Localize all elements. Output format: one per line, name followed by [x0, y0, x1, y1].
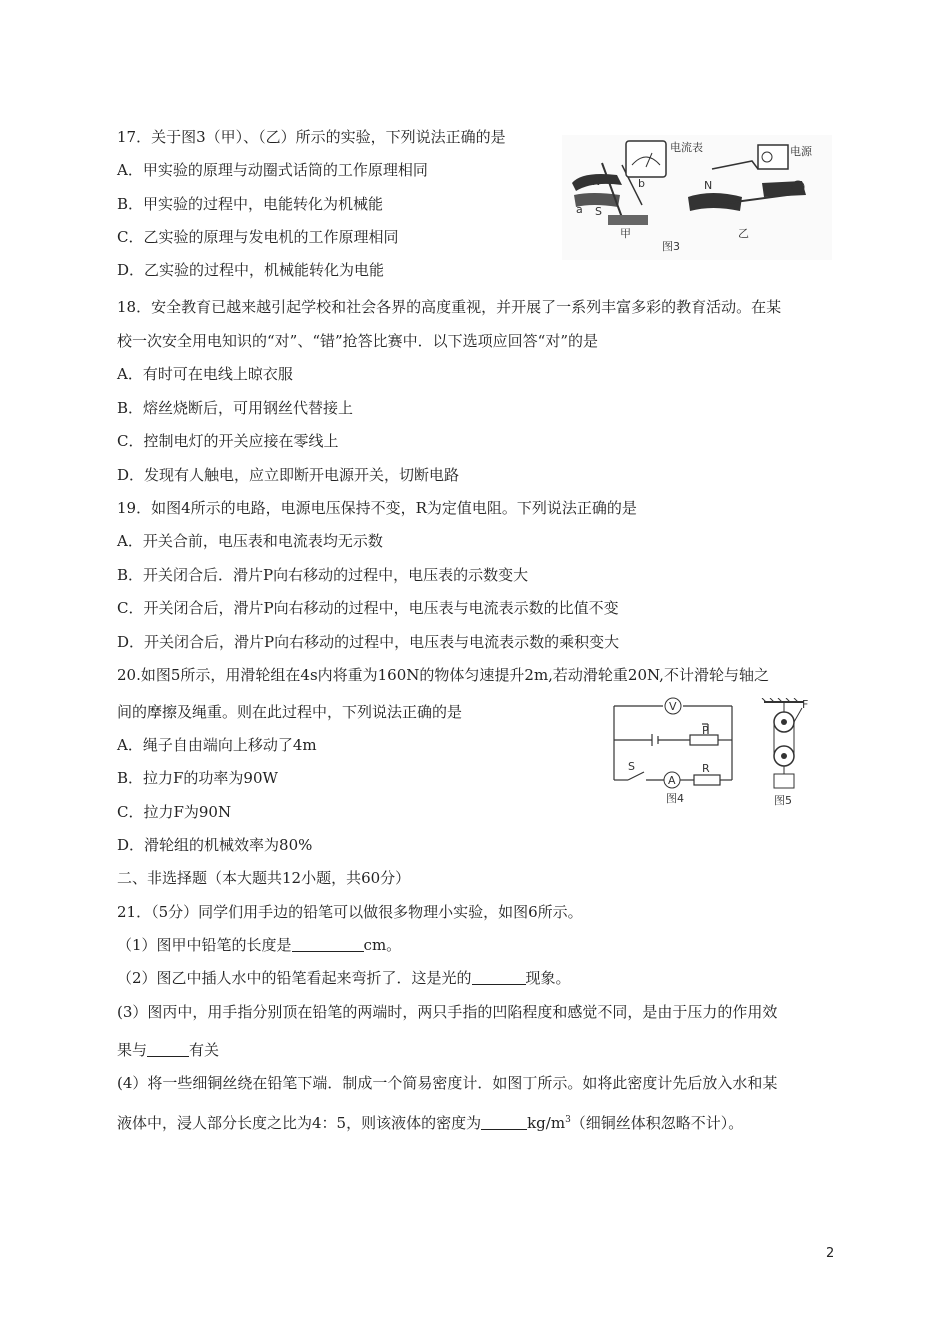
q18-stem-line1: 18．安全教育已越来越引起学校和社会各界的高度重视，并开展了一系列丰富多彩的教育活动。在某 [117, 298, 782, 316]
q21-part4-line2 [117, 1110, 743, 1133]
fig3-caption: 图3 [662, 240, 680, 253]
q19-option-d: D．开关闭合后，滑片P向右移动的过程中，电压表与电流表示数的乘积变大 [117, 633, 620, 651]
q17-stem: 17．关于图3（甲）、（乙）所示的实验，下列说法正确的是 [117, 128, 506, 146]
fig5-caption: 图5 [774, 794, 792, 807]
fig3-ammeter-label: 电流表 [670, 141, 703, 154]
q21-part1 [117, 935, 401, 955]
q21-part3-end: 有关 [189, 1041, 220, 1059]
figure-4 [608, 696, 744, 808]
q21-part3-text: 果与 [117, 1041, 148, 1059]
fig3-s-label: S [595, 205, 602, 218]
q19-option-b: B．开关闭合后．滑片P向右移动的过程中，电压表的示数变大 [117, 566, 529, 584]
q18-option-a: A．有时可在电线上晾衣服 [117, 365, 293, 383]
q20-option-a: A．绳子自由端向上移动了4m [117, 736, 317, 754]
q17-option-c: C．乙实验的原理与发电机的工作原理相同 [117, 228, 399, 246]
q18-option-c: C．控制电灯的开关应接在零线上 [117, 432, 339, 450]
q19-option-a: A．开关合前，电压表和电流表均无示数 [117, 532, 383, 550]
q19-stem: 19．如图4所示的电路，电源电压保持不变，R为定值电阻。下列说法正确的是 [117, 499, 637, 517]
fig3-a-label: a [576, 203, 583, 216]
fig5-f-label: F [802, 698, 809, 711]
q18-option-d: D．发现有人触电，应立即断开电源开关，切断电路 [117, 466, 460, 484]
page-number: 2 [826, 1246, 835, 1261]
fig4-s-label: S [628, 760, 635, 773]
q21-part2-text: （2）图乙中插人水中的铅笔看起来弯折了．这是光的 [117, 969, 472, 987]
fig3-jia-label: 甲 [620, 227, 631, 240]
q17-option-d: D．乙实验的过程中，机械能转化为电能 [117, 261, 385, 279]
q20-option-b: B．拉力F的功率为90W [117, 769, 278, 787]
q21-part3-blank[interactable] [147, 1041, 189, 1057]
fig3-b-label: b [638, 177, 645, 190]
q19-option-c: C．开关闭合后，滑片P向右移动的过程中，电压表与电流表示数的比值不变 [117, 599, 619, 617]
figure-3 [562, 135, 832, 260]
q21-stem: 21．（5分）同学们用手边的铅笔可以做很多物理小实验，如图6所示。 [117, 903, 583, 921]
q20-option-c: C．拉力F为90N [117, 803, 232, 821]
fig4-p-label: P [702, 724, 709, 737]
fig4-caption: 图4 [666, 792, 684, 805]
q18-option-b: B．熔丝烧断后，可用钢丝代替接上 [117, 399, 354, 417]
q21-part1-blank[interactable] [292, 936, 364, 952]
fig4-voltmeter-label: V [669, 700, 677, 713]
q21-part4-unit: kg/m [527, 1114, 566, 1132]
q21-part4-blank[interactable] [481, 1114, 527, 1130]
q21-part2-blank[interactable] [472, 969, 526, 985]
figure-5 [756, 698, 816, 808]
q21-part2 [117, 968, 571, 988]
q21-part4-line1: (4）将一些细铜丝绕在铅笔下端．制成一个简易密度计．如图丁所示。如将此密度计先后放入水和某 [117, 1074, 778, 1092]
q21-part1-unit: cm。 [363, 936, 402, 954]
q21-part3-line1: (3）图丙中，用手指分别顶在铅笔的两端时，两只手指的凹陷程度和感觉不同，是由于压力的作用效 [117, 1003, 778, 1021]
q21-part4-unit-sup: 3 [565, 1115, 571, 1125]
q17-option-a: A．甲实验的原理与动圈式话筒的工作原理相同 [117, 161, 428, 179]
fig3-n-label: N [592, 175, 601, 188]
q17-option-b: B．甲实验的过程中，电能转化为机械能 [117, 195, 384, 213]
fig4-ammeter-label: A [668, 774, 676, 787]
q21-part4-end: （细铜丝体积忽略不计）。 [570, 1114, 744, 1132]
fig3-n2-label: N [704, 179, 713, 192]
fig3-yi-label: 乙 [738, 227, 749, 240]
section-2-heading: 二、非选择题（本大题共12小题，共60分） [117, 869, 411, 887]
q18-stem-line2: 校一次安全用电知识的“对”、“错”抢答比赛中．以下选项应回答“对”的是 [117, 332, 599, 350]
fig4-r-label: R [702, 762, 710, 775]
q21-part2-end: 现象。 [525, 969, 571, 987]
q21-part3-line2 [117, 1040, 219, 1060]
q20-stem-line2: 间的摩擦及绳重。则在此过程中，下列说法正确的是 [117, 703, 463, 721]
q21-part1-text: （1）图甲中铅笔的长度是 [117, 936, 292, 954]
fig3-source-label: 电源 [790, 145, 812, 158]
q20-option-d: D．滑轮组的机械效率为80% [117, 836, 313, 854]
q20-stem-line1: 20.如图5所示，用滑轮组在4s内将重为160N的物体匀速提升2m,若动滑轮重20N,不计滑轮与轴之 [117, 666, 769, 684]
q21-part4-text: 液体中，浸人部分长度之比为4：5，则该液体的密度为 [117, 1114, 482, 1132]
